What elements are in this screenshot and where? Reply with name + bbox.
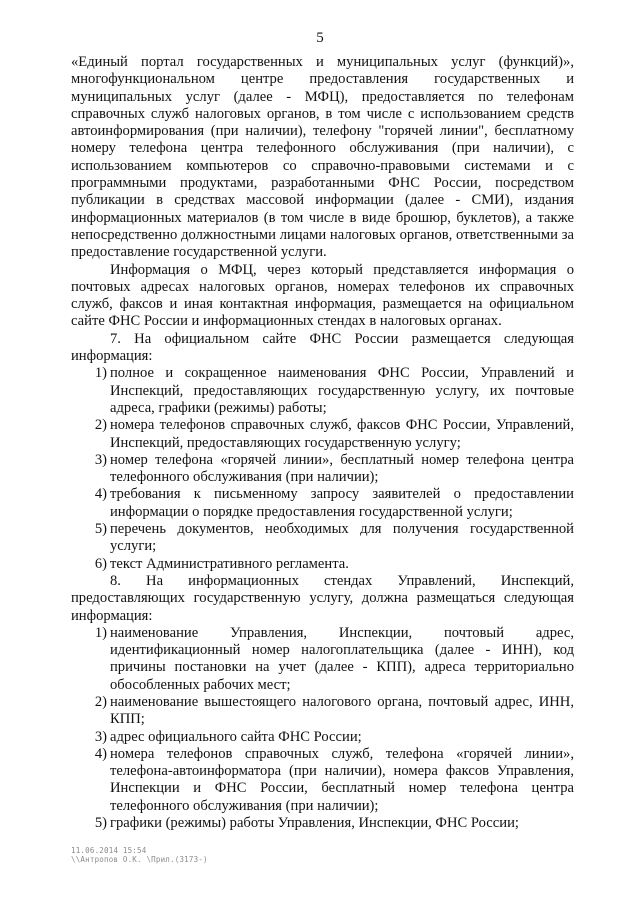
footer-file-path: \\Антропов О.К. \Прил.(3173-) (71, 855, 208, 864)
section-7-list (71, 365, 574, 573)
list-text: текст Административного регламента. (110, 555, 349, 572)
list-item (71, 521, 574, 556)
list-text: номер телефона «горячей линии», бесплатный номер телефона центра телефонного обслуживания (при наличии); (110, 451, 574, 486)
list-item (71, 556, 574, 573)
list-text: наименование Управления, Инспекции, почтовый адрес, идентификационный номер налогоплательщика (далее - ИНН), код причины постановки на учет (далее - КПП), адреса территориально обособленных рабочих мест; (110, 624, 574, 693)
list-number: 3) (94, 451, 107, 468)
section-7-heading: 7. На официальном сайте ФНС России размещается следующая информация: (71, 330, 574, 365)
list-number: 4) (94, 745, 107, 762)
document-footer (71, 846, 208, 864)
list-text: наименование вышестоящего налогового органа, почтовый адрес, ИНН, КПП; (110, 693, 574, 728)
section-8-heading: 8. На информационных стендах Управлений, Инспекций, предоставляющих государственную услугу, должна размещаться следующая информация: (71, 572, 574, 624)
footer-timestamp: 11.06.2014 15:54 (71, 846, 147, 855)
list-number: 1) (94, 624, 107, 641)
list-text: графики (режимы) работы Управления, Инспекции, ФНС России; (110, 815, 519, 832)
list-item (71, 486, 574, 521)
list-number: 1) (94, 365, 107, 382)
list-text: адрес официального сайта ФНС России; (110, 728, 362, 745)
list-item (71, 694, 574, 729)
section-8-list (71, 625, 574, 833)
list-item (71, 746, 574, 815)
document-body (71, 54, 574, 832)
paragraph: «Единый портал государственных и муниципальных услуг (функций)», многофункциональном центре предоставления государственных и муниципальных услуг (далее - МФЦ), предоставляется по телефонам справочных служб налоговых органов, в том числе с использованием средств автоинформирования (при наличии), телефону "горячей линии", бесплатному номеру телефона центра телефонного обслуживания (при наличии), с использованием компьютеров со справочно-правовыми системами и с программными продуктами, разработанными ФНС России, посредством публикации в средствах массовой информации (далее - СМИ), издания информационных материалов (в том числе в виде брошюр, буклетов), а также непосредственно должностными лицами налоговых органов, ответственными за предоставление государственной услуги. (71, 54, 574, 261)
list-number: 6) (94, 555, 107, 572)
list-item (71, 625, 574, 694)
list-number: 2) (94, 417, 107, 434)
list-number: 2) (94, 693, 107, 710)
paragraph: Информация о МФЦ, через который представляется информация о почтовых адресах налоговых органов, номерах телефонов их справочных служб, факсов и иная контактная информация, размещается на официальном сайте ФНС России и информационных стендах в налоговых органах. (71, 261, 574, 330)
list-text: требования к письменному запросу заявителей о предоставлении информации о порядке предоставления государственной услуги; (110, 486, 574, 520)
list-item (71, 417, 574, 452)
list-text: полное и сокращенное наименования ФНС России, Управлений и Инспекций, предоставляющих государственную услугу, их почтовые адреса, графики (режимы) работы; (110, 365, 574, 416)
list-text: перечень документов, необходимых для получения государственной услуги; (110, 521, 574, 555)
list-text: номера телефонов справочных служб, факсов ФНС России, Управлений, Инспекций, предоставляющих государственную услугу; (110, 417, 574, 451)
list-item (71, 815, 574, 832)
list-item (71, 365, 574, 417)
list-item (71, 452, 574, 487)
list-number: 3) (94, 728, 107, 745)
list-text: номера телефонов справочных служб, телефона «горячей линии», телефона-автоинформатора (при наличии), номера факсов Управления, Инспекции и ФНС России, бесплатный номер телефона центра телефонного обслуживания (при наличии); (110, 745, 574, 814)
list-item (71, 729, 574, 746)
list-number: 4) (94, 486, 107, 503)
list-number: 5) (94, 815, 107, 832)
list-number: 5) (94, 521, 107, 538)
page-number: 5 (316, 30, 324, 46)
